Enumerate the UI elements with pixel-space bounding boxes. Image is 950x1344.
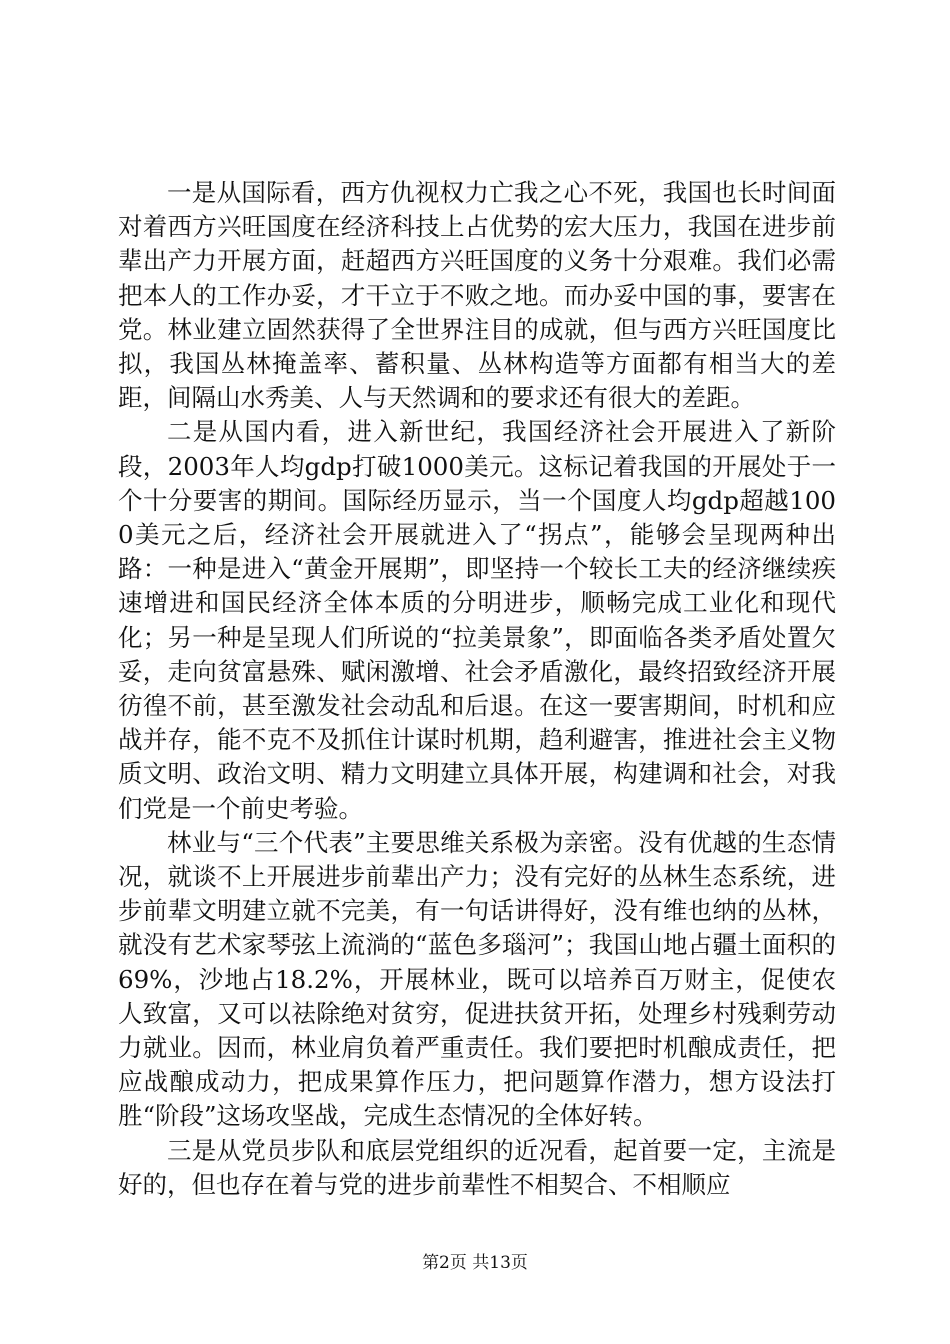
paragraph-domestic: 二是从国内看，进入新世纪，我国经济社会开展进入了新阶段，2003年人均gdp打破1000美元。这标记着我国的开展处于一个十分要害的期间。国际经历显示，当一个国度人均gdp超越1000美元之后，经济社会开展就进入了“拐点”，能够会呈现两种出路：一种是进入“黄金开展期”，即坚持一个较长工夫的经济继续疾速增进和国民经济全体本质的分明进步，顺畅完成工业化和现代化；另一种是呈现人们所说的“拉美景象”，即面临各类矛盾处置欠妥，走向贫富悬殊、赋闲激增、社会矛盾激化，最终招致经济开展彷徨不前，甚至激发社会动乱和后退。在这一要害期间，时机和应战并存，能不克不及抓住计谋时机期，趋利避害，推进社会主义物质文明、政治文明、精力文明建立具体开展，构建调和社会，对我们党是一个前史考验。 — [118, 417, 836, 823]
paragraph-international: 一是从国际看，西方仇视权力亡我之心不死，我国也长时间面对着西方兴旺国度在经济科技上占优势的宏大压力，我国在进步前辈出产力开展方面，赶超西方兴旺国度的义务十分艰难。我们必需把本人的工作办妥，才干立于不败之地。而办妥中国的事，要害在党。林业建立固然获得了全世界注目的成就，但与西方兴旺国度比拟，我国丛林掩盖率、蓄积量、丛林构造等方面都有相当大的差距，间隔山水秀美、人与天然调和的要求还有很大的差距。 — [118, 178, 836, 413]
paragraph-party-members: 三是从党员步队和底层党组织的近况看，起首要一定，主流是好的，但也存在着与党的进步前辈性不相契合、不相顺应 — [118, 1135, 836, 1199]
page-number-footer: 第2页 共13页 — [422, 1253, 528, 1273]
document-body — [118, 176, 836, 1202]
paragraph-forestry: 林业与“三个代表”主要思维关系极为亲密。没有优越的生态情况，就谈不上开展进步前辈出产力；没有完好的丛林生态系统，进步前辈文明建立就不完美，有一句话讲得好，没有维也纳的丛林，就没有艺术家琴弦上流淌的“蓝色多瑙河”；我国山地占疆土面积的69%，沙地占18.2%，开展林业，既可以培养百万财主，促使农人致富，又可以祛除绝对贫穷，促进扶贫开拓，处理乡村残剩劳动力就业。因而，林业肩负着严重责任。我们要把时机酿成责任，把应战酿成动力，把成果算作压力，把问题算作潜力，想方设法打胜“阶段”这场攻坚战，完成生态情况的全体好转。 — [118, 827, 836, 1131]
